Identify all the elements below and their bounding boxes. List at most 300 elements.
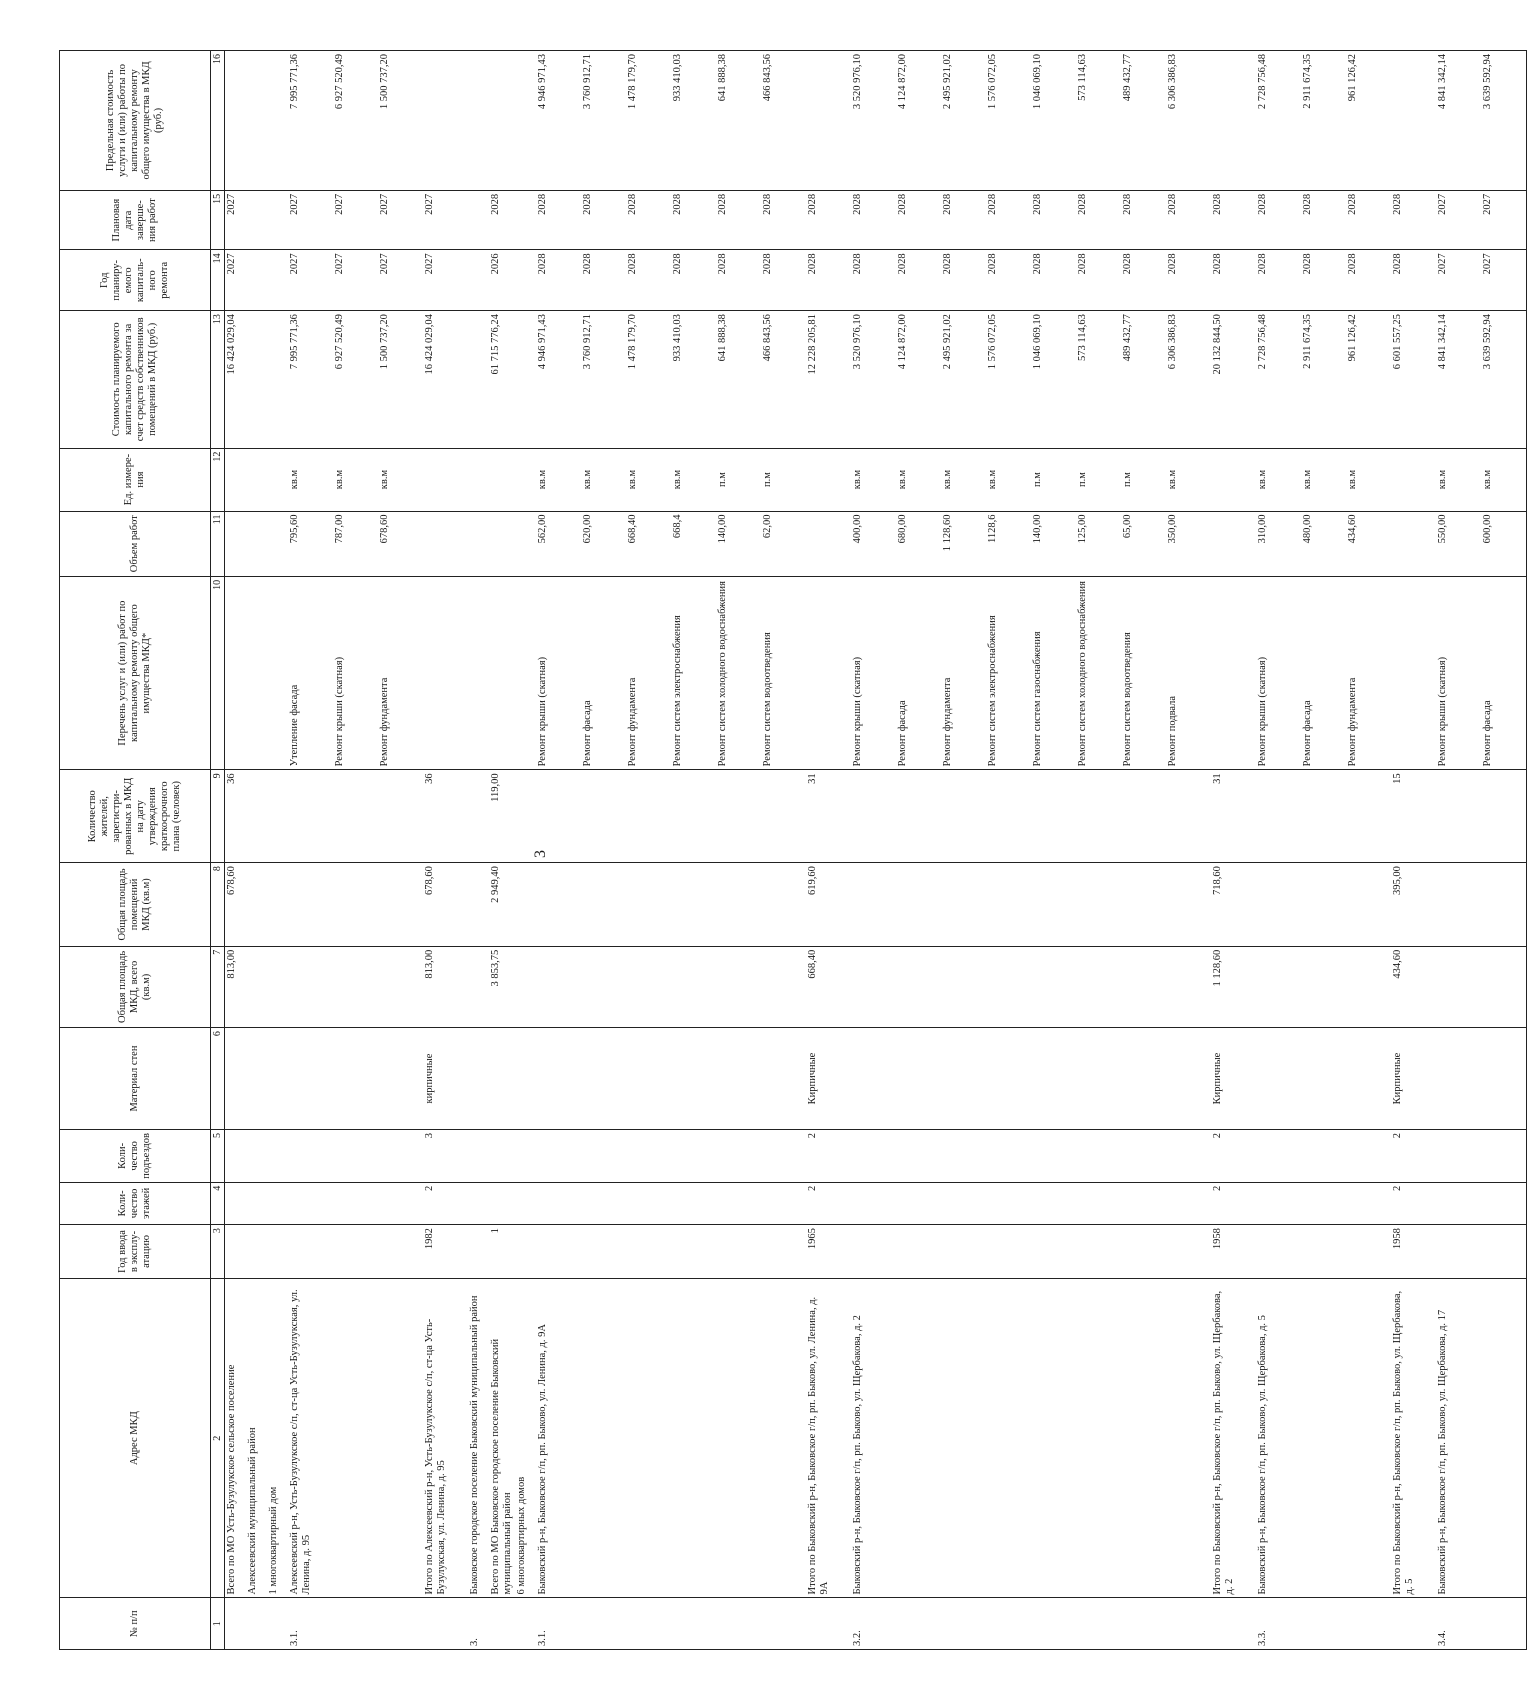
- table-cell: 15: [1391, 770, 1436, 863]
- table-cell: 6 927 520,49: [333, 51, 378, 191]
- table-cell: [671, 1130, 716, 1183]
- table-cell: [468, 576, 489, 770]
- table-cell: [1121, 946, 1166, 1027]
- table-cell: 2027: [288, 250, 333, 311]
- table-cell: [489, 511, 515, 576]
- table-row: [378, 51, 423, 1650]
- table-cell: 2028: [761, 190, 806, 250]
- table-cell: Ремонт систем водоотведения: [761, 576, 806, 770]
- table-cell: [716, 770, 761, 863]
- table-cell: Ремонт фасада: [1481, 576, 1527, 770]
- table-cell: 2 728 756,48: [1256, 311, 1301, 448]
- table-cell: 2028: [671, 190, 716, 250]
- table-cell: кирпичные: [423, 1028, 468, 1130]
- table-cell: 2028: [1301, 250, 1346, 311]
- table-cell: 3.4.: [1436, 1598, 1481, 1650]
- table-cell: [1391, 511, 1436, 576]
- table-row: [761, 51, 806, 1650]
- table-cell: 641 888,38: [716, 311, 761, 448]
- table-cell: 2028: [536, 190, 581, 250]
- table-cell: 2027: [378, 250, 423, 311]
- table-cell: [225, 1225, 247, 1279]
- table-cell: 2028: [896, 250, 941, 311]
- table-cell: [515, 311, 536, 448]
- table-cell: 2028: [806, 190, 851, 250]
- table-cell: 1128,6: [986, 511, 1031, 576]
- table-cell: [1436, 1130, 1481, 1183]
- table-cell: 3.3.: [1256, 1598, 1301, 1650]
- table-cell: [225, 576, 247, 770]
- table-cell: [626, 770, 671, 863]
- table-cell: 795,60: [288, 511, 333, 576]
- table-cell: [267, 511, 288, 576]
- table-cell: [896, 1182, 941, 1224]
- table-cell: [1481, 1028, 1527, 1130]
- table-row: [896, 51, 941, 1650]
- table-cell: 2028: [626, 190, 671, 250]
- table-cell: [1121, 770, 1166, 863]
- table-cell: 1: [489, 1225, 515, 1279]
- table-cell: 466 843,56: [761, 51, 806, 191]
- header-row: [60, 51, 211, 1650]
- table-cell: [225, 448, 247, 511]
- table-cell: [423, 576, 468, 770]
- column-header: Коли-чество этажей: [60, 1182, 211, 1224]
- table-cell: [1301, 1278, 1346, 1598]
- column-number: 15: [211, 190, 225, 250]
- table-cell: [333, 770, 378, 863]
- table-cell: Ремонт систем электроснабжения: [986, 576, 1031, 770]
- table-cell: [468, 863, 489, 947]
- table-cell: [267, 1182, 288, 1224]
- table-cell: 2028: [851, 190, 896, 250]
- table-cell: 65,00: [1121, 511, 1166, 576]
- table-cell: [536, 863, 581, 947]
- table-cell: [333, 1598, 378, 1650]
- table-cell: Ремонт фасада: [581, 576, 626, 770]
- table-cell: Быковский р-н, Быковское г/п, рп. Быково, ул. Ленина, д. 9А: [536, 1278, 581, 1598]
- table-cell: 813,00: [225, 946, 247, 1027]
- table-cell: [761, 946, 806, 1027]
- table-cell: 6 306 386,83: [1166, 51, 1211, 191]
- table-cell: 961 126,42: [1346, 311, 1391, 448]
- table-cell: [761, 1182, 806, 1224]
- column-header: Количество жителей, зарегистри-рованных в МКД на дату утверждения краткосрочного плана (человек): [60, 770, 211, 863]
- table-cell: кв.м: [1166, 448, 1211, 511]
- table-cell: 3: [423, 1130, 468, 1183]
- table-cell: [626, 946, 671, 1027]
- table-cell: Всего по МО Усть-Бузулукское сельское поселение: [225, 1278, 247, 1598]
- table-cell: [851, 946, 896, 1027]
- column-header: № п/п: [60, 1598, 211, 1650]
- table-cell: [1166, 1028, 1211, 1130]
- table-cell: 2028: [1256, 190, 1301, 250]
- table-cell: [225, 511, 247, 576]
- table-cell: 2028: [1076, 250, 1121, 311]
- repair-plan-table: [59, 50, 1527, 1650]
- table-cell: [851, 1182, 896, 1224]
- table-cell: [468, 448, 489, 511]
- group-row: [468, 51, 489, 1650]
- table-cell: кв.м: [1346, 448, 1391, 511]
- table-cell: 2028: [761, 250, 806, 311]
- table-cell: 678,60: [225, 863, 247, 947]
- table-cell: [378, 1182, 423, 1224]
- column-header: Перечень услуг и (или) работ по капитальному ремонту общего имущества МКД*: [60, 576, 211, 770]
- column-number: 4: [211, 1182, 225, 1224]
- table-cell: [288, 1225, 333, 1279]
- table-cell: 395,00: [1391, 863, 1436, 947]
- table-cell: [267, 190, 288, 250]
- table-cell: 933 410,03: [671, 51, 716, 191]
- table-cell: [896, 1598, 941, 1650]
- table-cell: [1346, 1225, 1391, 1279]
- table-cell: [896, 770, 941, 863]
- table-cell: кв.м: [941, 448, 986, 511]
- table-cell: кв.м: [986, 448, 1031, 511]
- column-number-row: [211, 51, 225, 1650]
- column-number: 7: [211, 946, 225, 1027]
- table-cell: [671, 863, 716, 947]
- table-cell: 2027: [1436, 250, 1481, 311]
- table-cell: [986, 1225, 1031, 1279]
- table-cell: 2 495 921,02: [941, 51, 986, 191]
- table-cell: [333, 1225, 378, 1279]
- table-cell: [1346, 1182, 1391, 1224]
- table-cell: 2027: [423, 250, 468, 311]
- table-cell: [581, 1278, 626, 1598]
- column-number: 6: [211, 1028, 225, 1130]
- table-cell: 3 853,75: [489, 946, 515, 1027]
- table-cell: [1256, 1182, 1301, 1224]
- table-cell: [288, 770, 333, 863]
- group-row: [246, 51, 267, 1650]
- table-cell: [267, 576, 288, 770]
- table-cell: [986, 770, 1031, 863]
- table-cell: [941, 1225, 986, 1279]
- table-cell: [671, 1182, 716, 1224]
- table-cell: Ремонт крыши (скатная): [1256, 576, 1301, 770]
- table-cell: [267, 770, 288, 863]
- table-cell: [1346, 1278, 1391, 1598]
- table-cell: [806, 448, 851, 511]
- table-cell: [851, 1225, 896, 1279]
- table-cell: [1211, 1598, 1256, 1650]
- table-cell: [536, 1028, 581, 1130]
- column-header: Коли-чество подъездов: [60, 1130, 211, 1183]
- table-cell: 350,00: [1166, 511, 1211, 576]
- table-cell: [1481, 1130, 1527, 1183]
- table-cell: 310,00: [1256, 511, 1301, 576]
- table-cell: 3 520 976,10: [851, 311, 896, 448]
- table-cell: [806, 51, 851, 191]
- table-cell: [1211, 576, 1256, 770]
- table-cell: [489, 1182, 515, 1224]
- table-cell: 2028: [1166, 190, 1211, 250]
- table-cell: [246, 576, 267, 770]
- table-cell: 813,00: [423, 946, 468, 1027]
- column-number: 11: [211, 511, 225, 576]
- table-cell: Кирпичные: [806, 1028, 851, 1130]
- table-cell: Кирпичные: [1211, 1028, 1256, 1130]
- table-cell: 2028: [489, 190, 515, 250]
- table-cell: [851, 863, 896, 947]
- table-cell: Итого по Быковский р-н, Быковское г/п, рп. Быково, ул. Щербакова, д. 2: [1211, 1278, 1256, 1598]
- table-cell: [1121, 1130, 1166, 1183]
- table-cell: п.м: [1031, 448, 1076, 511]
- table-cell: 16 424 029,04: [225, 311, 247, 448]
- table-cell: [1346, 946, 1391, 1027]
- table-cell: [267, 1130, 288, 1183]
- table-cell: [1166, 1278, 1211, 1598]
- table-cell: 1982: [423, 1225, 468, 1279]
- table-cell: 2028: [536, 250, 581, 311]
- table-cell: 2028: [716, 250, 761, 311]
- table-cell: 1958: [1211, 1225, 1256, 1279]
- table-cell: [1391, 1598, 1436, 1650]
- table-cell: 2: [1391, 1130, 1436, 1183]
- table-cell: [761, 1028, 806, 1130]
- table-cell: 2: [806, 1130, 851, 1183]
- column-header: Год планиру-емого капиталь-ного ремонта: [60, 250, 211, 311]
- table-cell: [851, 1028, 896, 1130]
- table-cell: кв.м: [581, 448, 626, 511]
- table-cell: [1076, 770, 1121, 863]
- table-cell: [1301, 1130, 1346, 1183]
- table-cell: [986, 1598, 1031, 1650]
- table-cell: Ремонт систем электроснабжения: [671, 576, 716, 770]
- table-cell: [378, 770, 423, 863]
- table-cell: кв.м: [1481, 448, 1527, 511]
- table-cell: 480,00: [1301, 511, 1346, 576]
- table-cell: [1346, 1130, 1391, 1183]
- table-cell: [288, 1182, 333, 1224]
- table-cell: [468, 250, 489, 311]
- table-cell: [1301, 1225, 1346, 1279]
- table-cell: [423, 51, 468, 191]
- table-cell: [225, 51, 247, 191]
- table-cell: п.м: [1076, 448, 1121, 511]
- table-cell: [581, 1130, 626, 1183]
- table-cell: 3.: [468, 1598, 489, 1650]
- table-row: [1166, 51, 1211, 1650]
- table-cell: [1481, 1225, 1527, 1279]
- table-cell: Ремонт фундамента: [1346, 576, 1391, 770]
- table-cell: 1 046 069,10: [1031, 311, 1076, 448]
- table-cell: [1481, 863, 1527, 947]
- table-cell: [761, 1225, 806, 1279]
- table-cell: [246, 1182, 267, 1224]
- table-cell: [1436, 770, 1481, 863]
- table-cell: [1391, 51, 1436, 191]
- table-cell: [581, 863, 626, 947]
- table-cell: [267, 1028, 288, 1130]
- table-cell: [468, 1182, 489, 1224]
- table-cell: 2028: [806, 250, 851, 311]
- column-number: 1: [211, 1598, 225, 1650]
- table-cell: [333, 946, 378, 1027]
- table-cell: 4 124 872,00: [896, 311, 941, 448]
- table-body: [225, 51, 1527, 1650]
- table-cell: 36: [225, 770, 247, 863]
- table-cell: [536, 1130, 581, 1183]
- table-cell: Ремонт систем водоотведения: [1121, 576, 1166, 770]
- table-cell: Быковский р-н, Быковское г/п, рп. Быково, ул. Щербакова, д. 5: [1256, 1278, 1301, 1598]
- table-cell: [333, 863, 378, 947]
- table-cell: Всего по МО Быковское городское поселение Быковский муниципальный район: [489, 1278, 515, 1598]
- table-cell: [626, 1182, 671, 1224]
- table-cell: [1166, 863, 1211, 947]
- table-cell: 1 478 179,70: [626, 51, 671, 191]
- table-cell: [671, 770, 716, 863]
- table-cell: 678,60: [423, 863, 468, 947]
- column-number: 16: [211, 51, 225, 191]
- table-cell: [986, 946, 1031, 1027]
- table-cell: [581, 946, 626, 1027]
- table-cell: 1965: [806, 1225, 851, 1279]
- table-cell: [716, 1598, 761, 1650]
- column-header: Общая площадь МКД, всего (кв.м): [60, 946, 211, 1027]
- table-cell: [288, 1130, 333, 1183]
- table-cell: кв.м: [1256, 448, 1301, 511]
- table-cell: 2028: [1391, 250, 1436, 311]
- table-cell: [225, 1028, 247, 1130]
- table-cell: 2 911 674,35: [1301, 51, 1346, 191]
- table-cell: [267, 946, 288, 1027]
- column-header: Плановая дата заверше-ния работ: [60, 190, 211, 250]
- table-cell: [1391, 448, 1436, 511]
- table-cell: [761, 1278, 806, 1598]
- table-cell: 550,00: [1436, 511, 1481, 576]
- table-cell: [267, 1225, 288, 1279]
- table-cell: 2028: [1256, 250, 1301, 311]
- table-cell: [378, 1278, 423, 1598]
- table-cell: [1031, 770, 1076, 863]
- table-cell: [1481, 770, 1527, 863]
- table-cell: [1481, 946, 1527, 1027]
- table-cell: 2028: [1031, 190, 1076, 250]
- table-cell: [288, 863, 333, 947]
- table-cell: [515, 448, 536, 511]
- table-cell: [1301, 863, 1346, 947]
- table-cell: 2028: [1076, 190, 1121, 250]
- table-cell: 2028: [1121, 250, 1166, 311]
- table-frame: [59, 50, 1494, 1650]
- table-cell: [489, 448, 515, 511]
- table-cell: [515, 511, 536, 576]
- table-cell: [246, 190, 267, 250]
- table-cell: [246, 1225, 267, 1279]
- table-cell: [468, 51, 489, 191]
- group-row: [225, 51, 247, 1650]
- table-cell: Ремонт крыши (скатная): [1436, 576, 1481, 770]
- table-cell: 2028: [1301, 190, 1346, 250]
- table-cell: Ремонт фундамента: [378, 576, 423, 770]
- table-cell: [896, 1130, 941, 1183]
- table-cell: 7 995 771,36: [288, 311, 333, 448]
- table-cell: [986, 1130, 1031, 1183]
- table-cell: [536, 770, 581, 863]
- table-cell: 2: [1211, 1130, 1256, 1183]
- table-cell: 62,00: [761, 511, 806, 576]
- table-cell: [941, 1182, 986, 1224]
- table-cell: Ремонт фундамента: [941, 576, 986, 770]
- table-cell: [333, 1278, 378, 1598]
- table-cell: кв.м: [1436, 448, 1481, 511]
- table-cell: [225, 1598, 247, 1650]
- column-header: Общая площадь помещений МКД (кв.м): [60, 863, 211, 947]
- table-cell: [671, 1225, 716, 1279]
- table-cell: 2027: [423, 190, 468, 250]
- table-cell: кв.м: [671, 448, 716, 511]
- table-cell: [1256, 770, 1301, 863]
- table-row: [1301, 51, 1346, 1650]
- table-cell: [671, 1598, 716, 1650]
- table-row: [1436, 51, 1481, 1650]
- table-cell: [761, 770, 806, 863]
- table-cell: [1436, 863, 1481, 947]
- table-cell: 1 576 072,05: [986, 51, 1031, 191]
- column-number: 8: [211, 863, 225, 947]
- table-cell: 61 715 776,24: [489, 311, 515, 448]
- table-cell: 3 760 912,71: [581, 51, 626, 191]
- column-number: 12: [211, 448, 225, 511]
- table-cell: 1 046 069,10: [1031, 51, 1076, 191]
- table-cell: Алексеевский р-н, Усть-Бузулукское с/п, ст-ца Усть-Бузулукская, ул. Ленина, д. 95: [288, 1278, 333, 1598]
- table-cell: [1076, 1130, 1121, 1183]
- table-cell: [536, 946, 581, 1027]
- table-cell: 434,60: [1346, 511, 1391, 576]
- table-cell: 7 995 771,36: [288, 51, 333, 191]
- table-cell: [468, 1130, 489, 1183]
- table-cell: 466 843,56: [761, 311, 806, 448]
- table-cell: [489, 1598, 515, 1650]
- table-cell: 31: [806, 770, 851, 863]
- table-cell: 2: [1211, 1182, 1256, 1224]
- table-cell: [246, 448, 267, 511]
- table-cell: [333, 1130, 378, 1183]
- table-cell: Ремонт крыши (скатная): [333, 576, 378, 770]
- table-cell: [515, 770, 536, 863]
- table-cell: 2027: [1436, 190, 1481, 250]
- table-cell: [1031, 1598, 1076, 1650]
- table-cell: 140,00: [1031, 511, 1076, 576]
- table-cell: 2026: [489, 250, 515, 311]
- table-cell: [378, 863, 423, 947]
- table-cell: [1436, 946, 1481, 1027]
- table-cell: 6 306 386,83: [1166, 311, 1211, 448]
- table-cell: 2 949,40: [489, 863, 515, 947]
- table-cell: [515, 1028, 536, 1130]
- table-cell: [1076, 1278, 1121, 1598]
- table-cell: 2028: [626, 250, 671, 311]
- table-cell: [626, 863, 671, 947]
- table-row: [671, 51, 716, 1650]
- table-cell: [941, 1598, 986, 1650]
- table-cell: Ремонт систем газоснабжения: [1031, 576, 1076, 770]
- table-cell: [716, 1225, 761, 1279]
- table-cell: 2027: [333, 190, 378, 250]
- table-cell: [1391, 576, 1436, 770]
- table-cell: [1256, 863, 1301, 947]
- table-cell: [246, 1028, 267, 1130]
- table-cell: [941, 863, 986, 947]
- table-cell: [1436, 1028, 1481, 1130]
- table-cell: [1301, 1182, 1346, 1224]
- table-cell: 400,00: [851, 511, 896, 576]
- table-cell: 3 520 976,10: [851, 51, 896, 191]
- table-cell: [716, 1130, 761, 1183]
